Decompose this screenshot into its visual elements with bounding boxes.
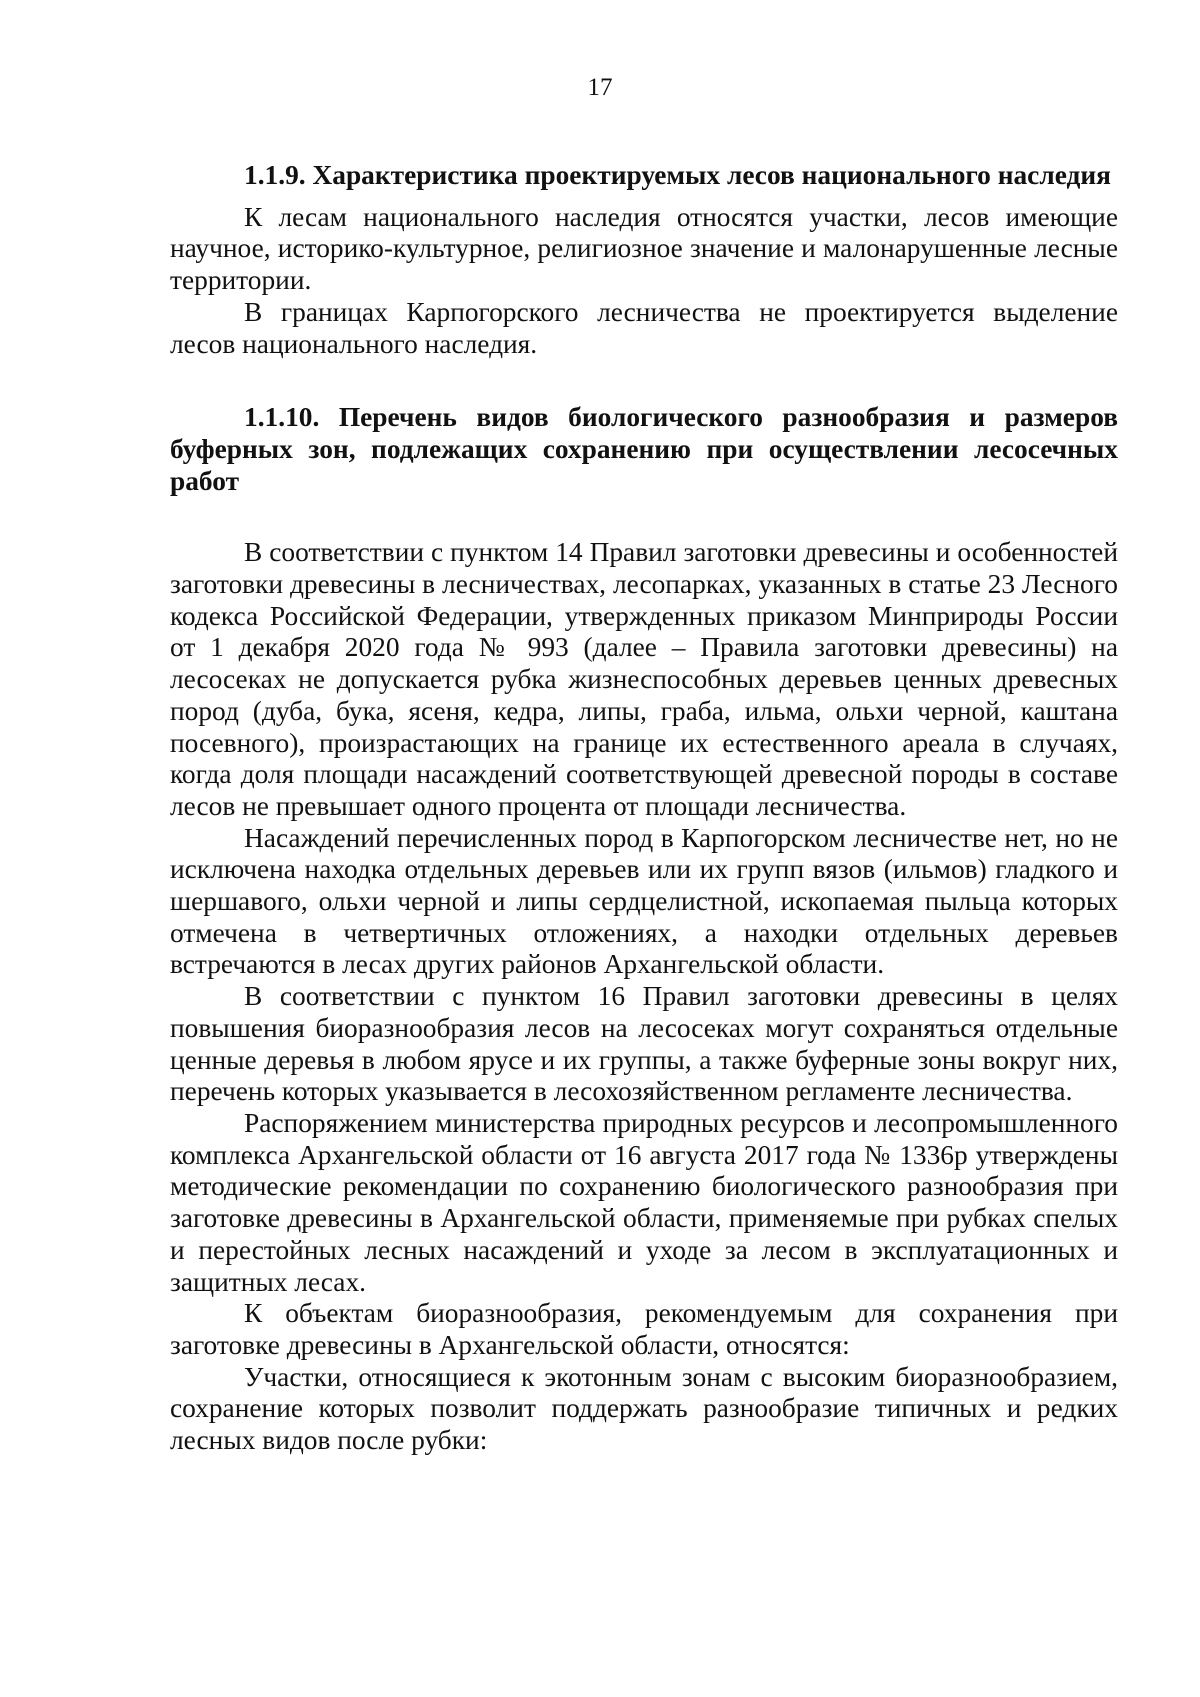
paragraph: Распоряжением министерства природных ресурсов и лесопромышленного комплекса Архангельской области от 16 августа 2017 года № 1336р утверждены методические рекомендации по сохранению биологического разнообразия при заготовке древесины в Архангельской области, применяемые при рубках спелых и перестойных лесных насаждений и уходе за лесом в эксплуатационных и защитных лесах. xyxy=(170,1107,1118,1297)
paragraph: К лесам национального наследия относятся участки, лесов имеющие научное, историко-культурное, религиозное значение и малонарушенные лесные территории. xyxy=(170,201,1118,296)
paragraph: Участки, относящиеся к экотонным зонам с высоким биоразнообразием, сохранение которых позволит поддержать разнообразие типичных и редких лесных видов после рубки: xyxy=(170,1361,1118,1456)
paragraph: К объектам биоразнообразия, рекомендуемым для сохранения при заготовке древесины в Архангельской области, относятся: xyxy=(170,1298,1118,1360)
document-body xyxy=(170,160,1118,1457)
paragraph: В соответствии с пунктом 14 Правил заготовки древесины и особенностей заготовки древесины в лесничествах, лесопарках, указанных в статье 23 Лесного кодекса Российской Федерации, утвержденных приказом Минприроды России от 1 декабря 2020 года № 993 (далее – Правила заготовки древесины) на лесосеках не допускается рубка жизнеспособных деревьев ценных древесных пород (дуба, бука, ясеня, кедра, липы, граба, ильма, ольхи черной, каштана посевного), произрастающих на границе их естественного ареала в случаях, когда доля площади насаждений соответствующей древесной породы в составе лесов не превышает одного процента от площади лесничества. xyxy=(170,537,1118,821)
spacer xyxy=(170,360,1118,402)
section-heading-1-1-10: 1.1.10. Перечень видов биологического разнообразия и размеров буферных зон, подлежащих сохранению при осуществлении лесосечных работ xyxy=(170,402,1118,496)
paragraph: Насаждений перечисленных пород в Карпогорском лесничестве нет, но не исключена находка отдельных деревьев или их групп вязов (ильмов) гладкого и шершавого, ольхи черной и липы сердцелистной, ископаемая пыльца которых отмечена в четвертичных отложениях, а находки отдельных деревьев встречаются в лесах других районов Архангельской области. xyxy=(170,822,1118,980)
spacer xyxy=(170,497,1118,537)
spacer xyxy=(170,192,1118,202)
page-number: 17 xyxy=(587,74,613,101)
section-heading-1-1-9: 1.1.9. Характеристика проектируемых лесов национального наследия xyxy=(244,160,1111,190)
paragraph: В границах Карпогорского лесничества не проектируется выделение лесов национального наследия. xyxy=(170,296,1118,359)
paragraph: В соответствии с пунктом 16 Правил заготовки древесины в целях повышения биоразнообразия лесов на лесосеках могут сохраняться отдельные ценные деревья в любом ярусе и их группы, а также буферные зоны вокруг них, перечень которых указывается в лесохозяйственном регламенте лесничества. xyxy=(170,981,1118,1107)
